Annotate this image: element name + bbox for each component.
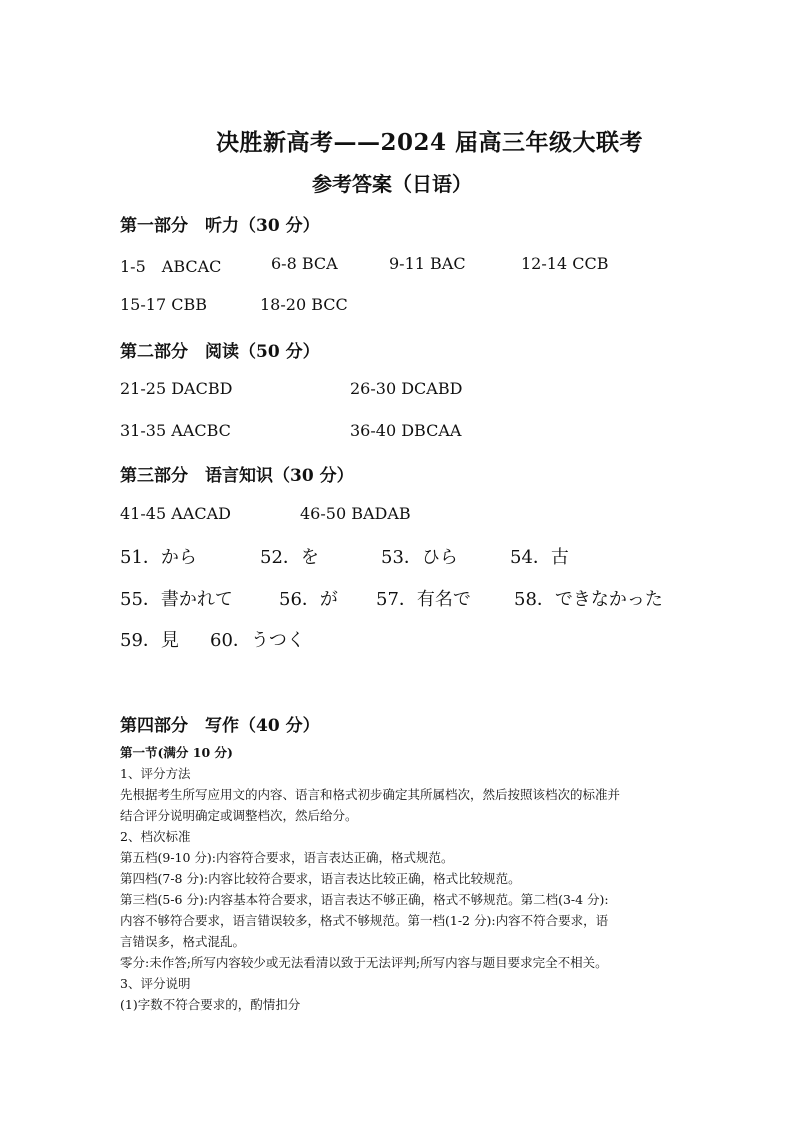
fill-in-answer: 54．古: [510, 547, 569, 568]
grading-line: (1)字数不符合要求的，酌情扣分: [120, 997, 301, 1012]
part2-heading: 第二部分 阅读（50 分）: [120, 342, 320, 362]
grading-line: 第五档(9-10 分):内容符合要求，语言表达正确，格式规范。: [120, 850, 454, 865]
page-subtitle: 参考答案（日语）: [312, 172, 472, 196]
answer-group: 36-40 DBCAA: [350, 421, 462, 440]
grading-line: 2、档次标准: [120, 829, 191, 844]
grading-line: 言错误多，格式混乱。: [120, 934, 246, 949]
grading-line: 先根据考生所写应用文的内容、语言和格式初步确定其所属档次，然后按照该档次的标准并: [120, 787, 621, 802]
grading-line: 1、评分方法: [120, 766, 191, 781]
grading-line: 3、评分说明: [120, 976, 191, 991]
answer-group: 1-5 ABCAC: [120, 257, 222, 276]
part1-heading: 第一部分 听力（30 分）: [120, 216, 320, 236]
answer-group: 9-11 BAC: [389, 254, 466, 273]
answer-group: 18-20 BCC: [260, 295, 348, 314]
fill-in-answer: 57．有名で: [376, 589, 471, 610]
answer-group: 12-14 CCB: [521, 254, 609, 273]
section1-heading: 第一节(满分 10 分): [120, 745, 233, 760]
answer-group: 31-35 AACBC: [120, 421, 231, 440]
fill-in-answer: 53．ひら: [381, 547, 458, 568]
answer-group: 26-30 DCABD: [350, 379, 463, 398]
answer-group: 6-8 BCA: [271, 254, 338, 273]
fill-in-answer: 52．を: [260, 547, 319, 568]
answer-group: 21-25 DACBD: [120, 379, 233, 398]
fill-in-answer: 58．できなかった: [514, 589, 663, 610]
part3-heading: 第三部分 语言知识（30 分）: [120, 466, 354, 486]
fill-in-answer: 60．うつく: [210, 630, 305, 651]
grading-line: 结合评分说明确定或调整档次，然后给分。: [120, 808, 358, 823]
fill-in-answer: 55．書かれて: [120, 589, 233, 610]
grading-line: 零分:未作答;所写内容较少或无法看清以致于无法评判;所写内容与题目要求完全不相关。: [120, 955, 608, 970]
grading-line: 内容不够符合要求，语言错误较多，格式不够规范。第一档(1-2 分):内容不符合要求，语: [120, 913, 609, 928]
grading-line: 第四档(7-8 分):内容比较符合要求，语言表达比较正确，格式比较规范。: [120, 871, 521, 886]
fill-in-answer: 56．が: [279, 589, 338, 610]
answer-group: 15-17 CBB: [120, 295, 207, 314]
fill-in-answer: 51．から: [120, 547, 197, 568]
grading-notes: [120, 763, 680, 1015]
fill-in-answer: 59．見: [120, 630, 179, 651]
answer-group: 46-50 BADAB: [300, 504, 411, 523]
page-title: 决胜新高考——2024 届高三年级大联考: [216, 129, 644, 156]
answer-group: 41-45 AACAD: [120, 504, 231, 523]
grading-line: 第三档(5-6 分):内容基本符合要求，语言表达不够正确，格式不够规范。第二档(3-4 分):: [120, 892, 609, 907]
part4-heading: 第四部分 写作（40 分）: [120, 716, 320, 736]
